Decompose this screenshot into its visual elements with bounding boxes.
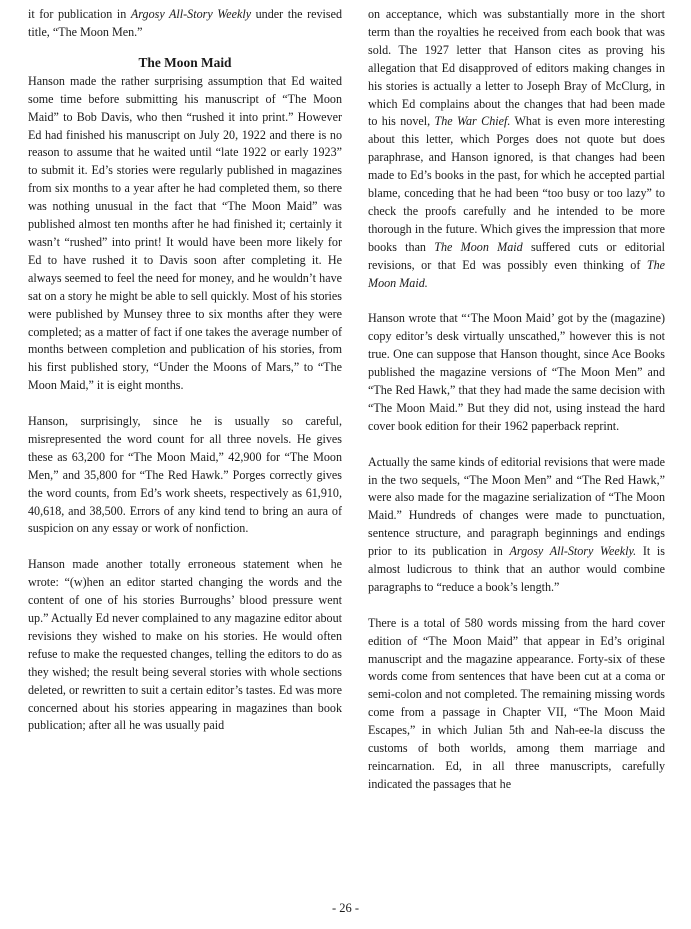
paragraph (368, 6, 665, 293)
paragraph: Hanson made the rather surprising assumption that Ed waited some time before submitting his manuscript of “The Moon Maid” to Bob Davis, who then “rushed it into print.” However Ed had finished his manuscript on July 20, 1922 and there is no reason to assume that he waited until “late 1922 or early 1923” to submit it. Ed’s stories were regularly published in magazines from six months to a year after he had completed them, so there was nothing unusual in the fact that “The Moon Maid” was published almost ten months after he had finished it; certainly it wasn’t “rushed” into print! It would have been more likely for Ed to have rushed it to Davis soon after completing it. He always seemed to feel the need for money, and he wouldn’t have sat on a story he might be able to sell quickly. Most of his stories were published by Munsey three to six months after they were completed; as a matter of fact if one takes the average number of months between completion and publication of his stories, from his first published story, “Under the Moons of Mars,” to “The Moon Maid,” it is eight months. (28, 73, 342, 393)
paragraph-text: Actually the same kinds of editorial revisions that were made in the two sequels, “The Moon Men” and “The Red Hawk,” were also made for the magazine serialization of “The Moon Maid.” Hundreds of changes were made to punctuation, sentence structure, and paragraph beginnings and endings prior to its publication in (368, 454, 665, 559)
book-title: The Moon Maid. (368, 257, 665, 290)
paragraph-text: it for publication in (28, 7, 131, 21)
paragraph: Hanson, surprisingly, since he is usually so careful, misrepresented the word count for all three novels. He gives these as 63,200 for “The Moon Maid,” 42,900 for “The Moon Men,” and 35,800 for “The Red Hawk.” Porges correctly gives the word counts, from Ed’s work sheets, respectively as 61,910, 40,618, and 38,500. Errors of any kind tend to bring an aura of suspicion on any essay or work of nonfiction. (28, 414, 342, 536)
magazine-title: Argosy All-Story Weekly (130, 7, 252, 21)
paragraph (368, 454, 665, 597)
paragraph-text: It is almost ludicrous to think that an author would combine paragraphs to “reduce a book’s length.” (368, 544, 665, 594)
paragraph: Hanson wrote that “‘The Moon Maid’ got by the (magazine) copy editor’s desk virtually unscathed,” however this is not true. One can suppose that Hanson thought, since Ace Books published the magazine versions of “The Moon Men” and “The Red Hawk,” that they had made the same decision with “The Moon Maid.” But they did not, using instead the hard cover book edition for their 1962 paperback reprint. (368, 311, 665, 433)
paragraph-text: suffered cuts or editorial revisions, or that Ed was possibly even thinking of (368, 239, 665, 272)
paragraph-text: under the revised title, “The Moon Men.” (28, 7, 342, 39)
paragraph-continuation (28, 6, 342, 42)
book-title: The Moon Maid (434, 239, 523, 254)
book-title: The War Chief. (434, 114, 511, 129)
paragraph: There is a total of 580 words missing from the hard cover edition of “The Moon Maid” that appear in Ed’s original manuscript and the magazine appearance. Forty-six of these words come from sentences that have been cut at a coma or semi-colon and not completed. The remaining missing words come from a passage in Chapter VII, “The Moon Maid Escapes,” in which Julian 5th and Nah-ee-la discuss the customs of both worlds, among them marriage and reincarnation. Ed, in all three manuscripts, carefully indicated the passages that he (368, 615, 665, 791)
paragraph-text: What is even more interesting about this letter, which Porges does not quote but does paraphrase, and Hanson ignored, is that changes had been made to Ed’s books in the past, for which he accepted partial blame, conceding that he had been “too busy or too lazy” to check the proofs carefully and he intended to be more thorough in the future. Which gives the impression that more books than (368, 114, 665, 254)
left-column (28, 6, 342, 753)
page-number: - 26 - (331, 901, 360, 915)
paragraph: Hanson made another totally erroneous statement when he wrote: “(w)hen an editor started changing the words and the content of one of his stories Burroughs’ blood pressure went up.” Actually Ed never complained to any magazine editor about revisions they wished to make on his stories. He would often refuse to make the requested changes, telling the editors to do as they wished; the result being several stories with whole sections deleted, or rewritten to suit a certain editor’s tastes. Ed was more concerned about his stories appearing in magazines than book publication; after all he was usually paid (28, 557, 342, 733)
section-heading: The Moon Maid (138, 54, 232, 70)
paragraph-text: on acceptance, which was substantially more in the short term than the royalties he received from each book that was sold. The 1927 letter that Hanson cites as proving his allegation that Ed disapproved of editors making changes in his stories is actually a letter to Joseph Bray of McClurg, in which Ed complains about the changes that had been made to his novel, (368, 7, 665, 129)
right-column (368, 6, 665, 812)
magazine-title: Argosy All-Story Weekly. (509, 544, 637, 559)
